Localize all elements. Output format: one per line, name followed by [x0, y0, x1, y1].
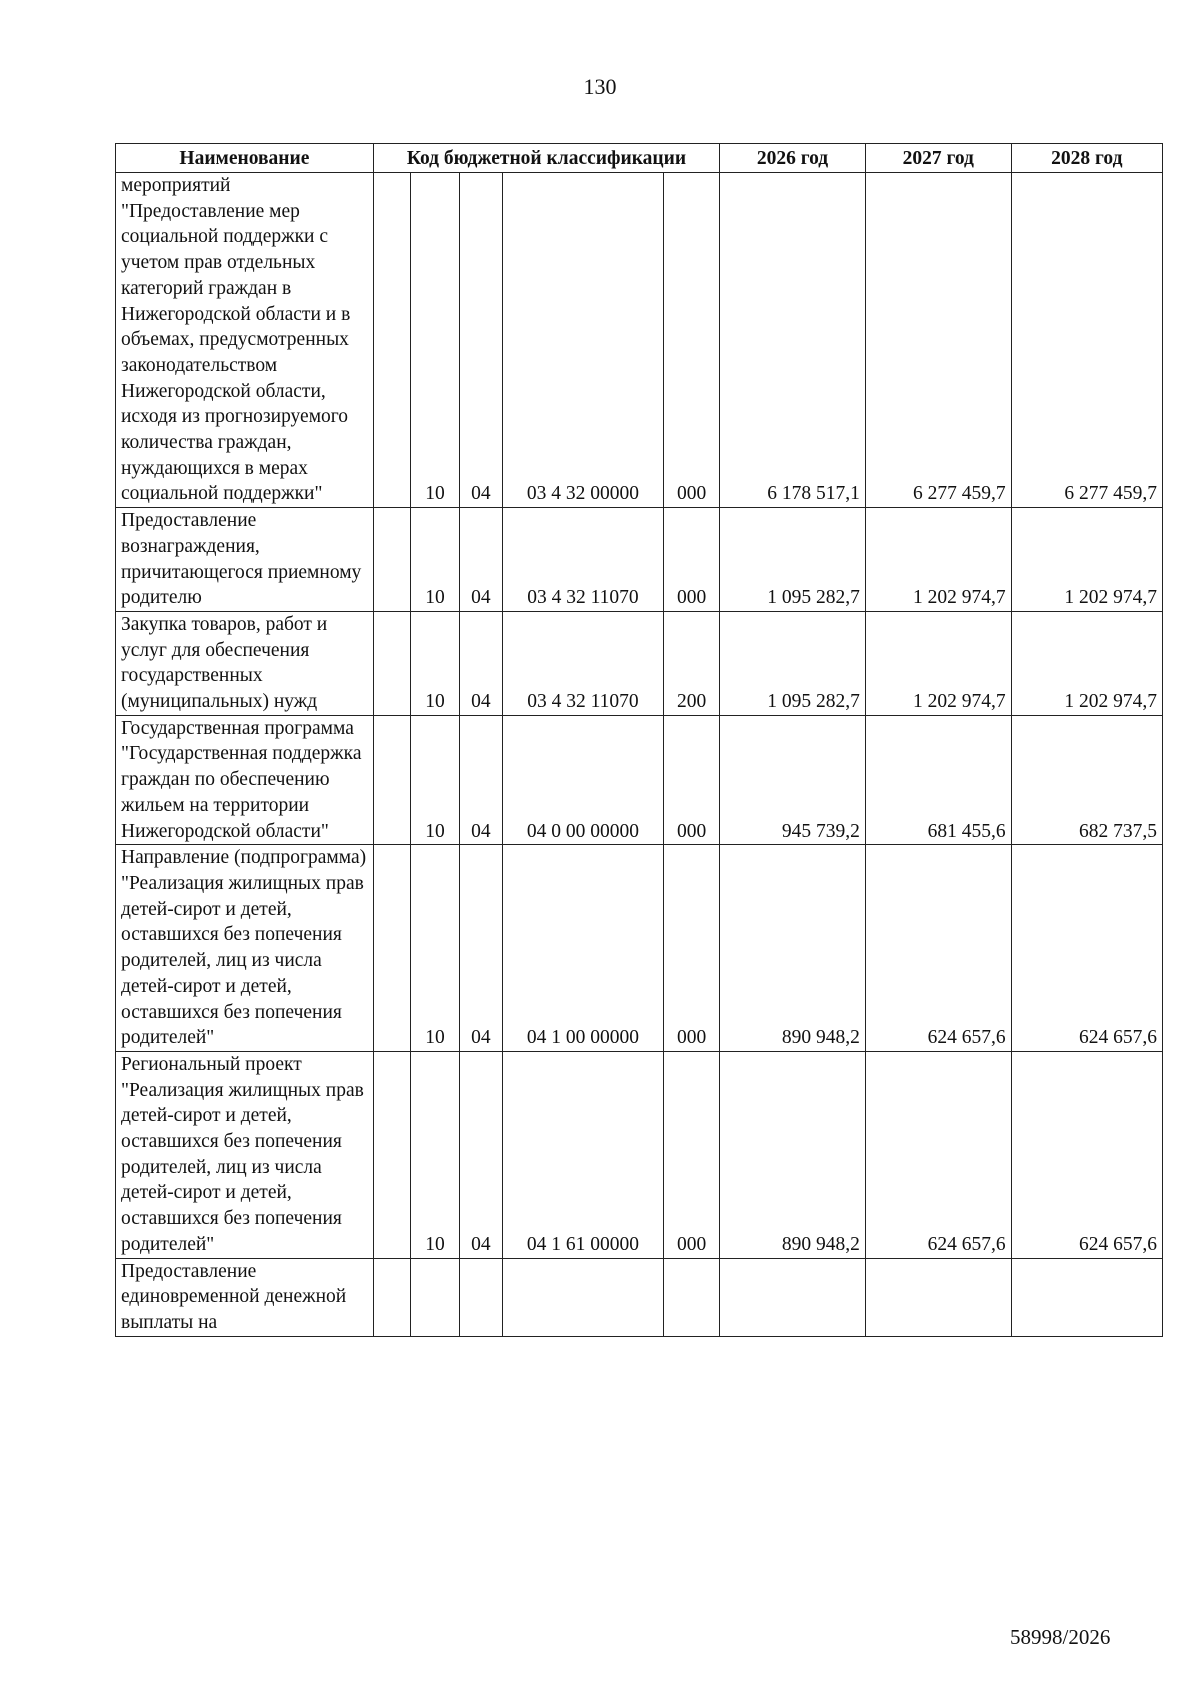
code-expense-type: 200 [664, 611, 720, 715]
code-col-0 [373, 1258, 410, 1336]
header-2027: 2027 год [865, 144, 1011, 173]
value-2027: 681 455,6 [865, 715, 1011, 845]
value-2026 [720, 1258, 866, 1336]
value-2026: 890 948,2 [720, 1051, 866, 1258]
code-subsection: 04 [460, 173, 503, 508]
code-col-0 [373, 715, 410, 845]
header-2028: 2028 год [1011, 144, 1162, 173]
code-subsection: 04 [460, 611, 503, 715]
header-code: Код бюджетной классификации [373, 144, 719, 173]
code-expense-type: 000 [664, 845, 720, 1052]
header-name: Наименование [116, 144, 374, 173]
code-section [410, 1258, 459, 1336]
code-subsection: 04 [460, 508, 503, 612]
code-subsection: 04 [460, 845, 503, 1052]
row-name: Предоставление единовременной денежной выплаты на [116, 1258, 374, 1336]
value-2027: 6 277 459,7 [865, 173, 1011, 508]
value-2027 [865, 1258, 1011, 1336]
code-target: 04 0 00 00000 [502, 715, 663, 845]
value-2026: 1 095 282,7 [720, 508, 866, 612]
value-2026: 945 739,2 [720, 715, 866, 845]
code-expense-type: 000 [664, 1051, 720, 1258]
code-target: 04 1 00 00000 [502, 845, 663, 1052]
code-section: 10 [410, 173, 459, 508]
code-col-0 [373, 508, 410, 612]
value-2027: 624 657,6 [865, 845, 1011, 1052]
table-row [116, 715, 1163, 845]
code-col-0 [373, 845, 410, 1052]
page-number: 130 [583, 74, 617, 99]
header-row [116, 144, 1163, 173]
code-subsection: 04 [460, 715, 503, 845]
table-row [116, 173, 1163, 508]
value-2028: 6 277 459,7 [1011, 173, 1162, 508]
table-row [116, 611, 1163, 715]
budget-table [115, 143, 1163, 1337]
code-section: 10 [410, 508, 459, 612]
code-expense-type: 000 [664, 715, 720, 845]
code-expense-type: 000 [664, 508, 720, 612]
code-target: 03 4 32 11070 [502, 508, 663, 612]
code-target: 04 1 61 00000 [502, 1051, 663, 1258]
code-col-0 [373, 1051, 410, 1258]
value-2027: 624 657,6 [865, 1051, 1011, 1258]
code-expense-type: 000 [664, 173, 720, 508]
code-section: 10 [410, 611, 459, 715]
code-col-0 [373, 611, 410, 715]
value-2028: 1 202 974,7 [1011, 508, 1162, 612]
row-name: Закупка товаров, работ и услуг для обеспечения государственных (муниципальных) нужд [116, 611, 374, 715]
value-2028 [1011, 1258, 1162, 1336]
code-section: 10 [410, 1051, 459, 1258]
row-name: мероприятий "Предоставление мер социальной поддержки с учетом прав отдельных категорий граждан в Нижегородской области и в объемах, предусмотренных законодательством Нижегородской области, исходя из прогнозируемого количества граждан, нуждающихся в мерах социальной поддержки" [116, 173, 374, 508]
value-2027: 1 202 974,7 [865, 508, 1011, 612]
value-2027: 1 202 974,7 [865, 611, 1011, 715]
value-2026: 890 948,2 [720, 845, 866, 1052]
value-2028: 1 202 974,7 [1011, 611, 1162, 715]
row-name: Государственная программа "Государственная поддержка граждан по обеспечению жильем на территории Нижегородской области" [116, 715, 374, 845]
value-2026: 1 095 282,7 [720, 611, 866, 715]
code-target: 03 4 32 00000 [502, 173, 663, 508]
row-name: Региональный проект "Реализация жилищных прав детей-сирот и детей, оставшихся без попечения родителей, лиц из числа детей-сирот и детей, оставшихся без попечения родителей" [116, 1051, 374, 1258]
table-row [116, 1051, 1163, 1258]
table-row [116, 508, 1163, 612]
document-number: 58998/2026 [1010, 1625, 1111, 1649]
value-2028: 624 657,6 [1011, 1051, 1162, 1258]
row-name: Предоставление вознаграждения, причитающегося приемному родителю [116, 508, 374, 612]
header-2026: 2026 год [720, 144, 866, 173]
code-target: 03 4 32 11070 [502, 611, 663, 715]
row-name: Направление (подпрограмма) "Реализация жилищных прав детей-сирот и детей, оставшихся без попечения родителей, лиц из числа детей-сирот и детей, оставшихся без попечения родителей" [116, 845, 374, 1052]
value-2028: 682 737,5 [1011, 715, 1162, 845]
code-subsection [460, 1258, 503, 1336]
code-section: 10 [410, 845, 459, 1052]
value-2026: 6 178 517,1 [720, 173, 866, 508]
code-section: 10 [410, 715, 459, 845]
value-2028: 624 657,6 [1011, 845, 1162, 1052]
code-col-0 [373, 173, 410, 508]
code-subsection: 04 [460, 1051, 503, 1258]
code-target [502, 1258, 663, 1336]
code-expense-type [664, 1258, 720, 1336]
table-row [116, 845, 1163, 1052]
table-row [116, 1258, 1163, 1336]
